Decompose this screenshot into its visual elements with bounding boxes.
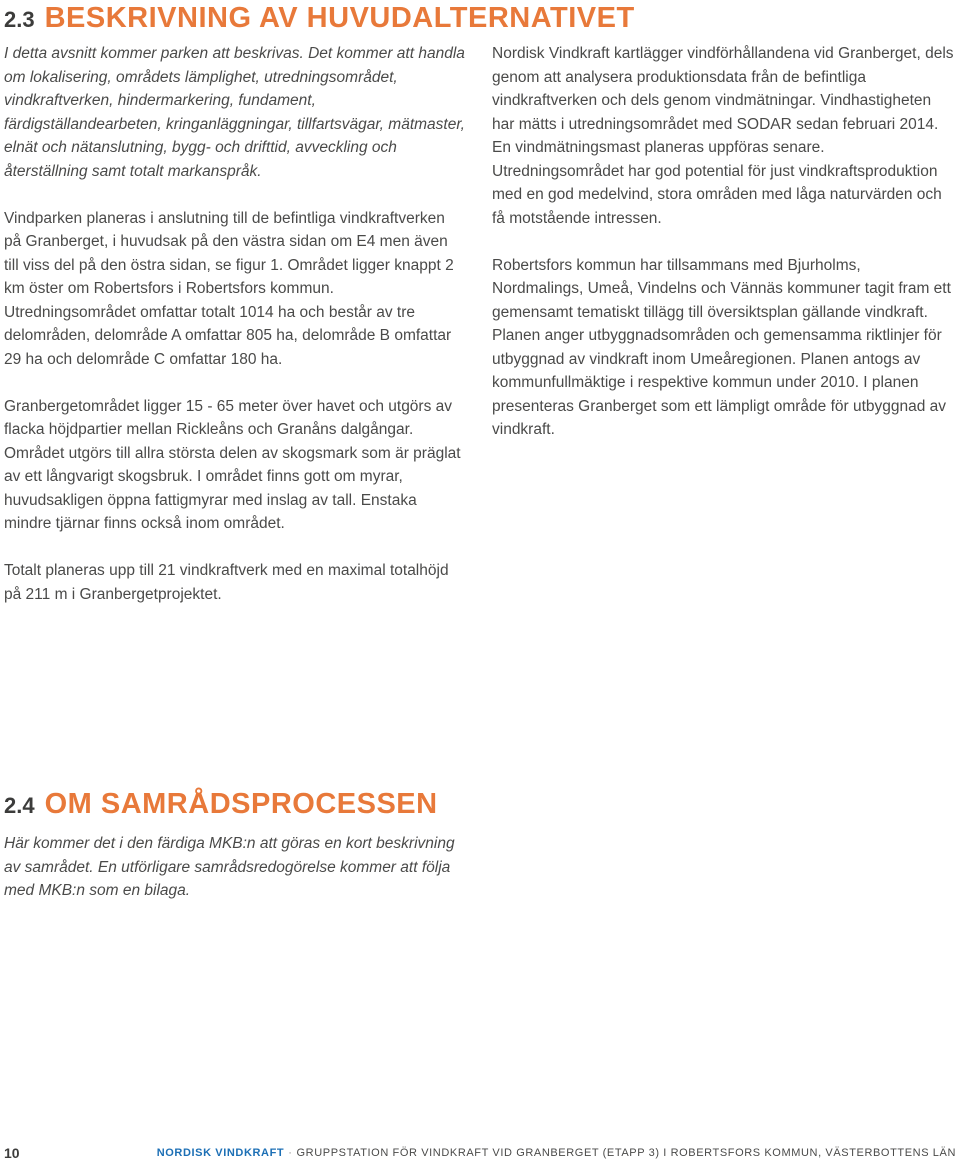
section-intro: I detta avsnitt kommer parken att beskrivas. Det kommer att handla om lokalisering, områdets lämplighet, utredningsområdet, vindkraftverken, hindermarkering, fundament, färdigställandearbeten, kringanläggningar, tillfartsvägar, mätmaster, elnät och nätanslutning, bygg- och drifttid, avveckling och återställning samt totalt markanspråk. bbox=[4, 45, 465, 180]
document-title: GRUPPSTATION FÖR VINDKRAFT VID GRANBERGET (ETAPP 3) I ROBERTSFORS KOMMUN, VÄSTERBOTTENS LÄN bbox=[296, 1147, 956, 1159]
section-intro: Här kommer det i den färdiga MKB:n att göras en kort beskrivning av samrådet. En utförligare samrådsredogörelse kommer att följa med MKB:n som en bilaga. bbox=[4, 835, 455, 899]
paragraph-municipal-plan: Robertsfors kommun har tillsammans med Bjurholms, Nordmalings, Umeå, Vindelns och Vännäs kommuner tagit fram ett gemensamt tematiskt tillägg till översiktsplan gällande vindkraft. Planen anger utbyggnadsområden och gemensamma riktlinjer för utbyggnad av vindkraft inom Umeåregionen. Planen antogs av kommunfullmäktige i respektive kommun under 2010. I planen presenteras Granberget som ett lämpligt område för utbyggnad av vindkraft. bbox=[492, 256, 951, 438]
brand-name: NORDISK VINDKRAFT bbox=[156, 1147, 285, 1159]
paragraph-wind-measurements: Nordisk Vindkraft kartlägger vindförhållandena vid Granberget, dels genom att analysera produktionsdata från de befintliga vindkraftverken och dels genom vindmätningar. Vindhastigheten har mätts i utredningsområdet med SODAR sedan februari 2014. En vindmätningsmast planeras uppföras senare. Utredningsområdet har god potential för just vindkraftsproduktion med en god medelvind, stora områden med låga naturvärden och få motstående intressen. bbox=[492, 45, 954, 227]
paragraph-turbines: Totalt planeras upp till 21 vindkraftverk med en maximal totalhöjd på 211 m i Granbergetprojektet. bbox=[4, 562, 449, 603]
paragraph-location: Vindparken planeras i anslutning till de befintliga vindkraftverken på Granberget, i huvudsak på den västra sidan om E4 men även till viss del på den östra sidan, se figur 1. Området ligger knappt 2 km öster om Robertsfors i Robertsfors kommun. Utredningsområdet omfattar totalt 1014 ha och består av tre delområden, delområde A omfattar 805 ha, delområde B omfattar 29 ha och delområde C omfattar 180 ha. bbox=[4, 209, 454, 368]
section-title: OM SAMRÅDSPROCESSEN bbox=[44, 788, 438, 820]
left-column bbox=[4, 42, 466, 630]
section-number: 2.3 bbox=[4, 7, 35, 32]
page-number: 10 bbox=[4, 1145, 20, 1161]
footer-separator: · bbox=[288, 1147, 293, 1159]
section-2-4-body bbox=[4, 832, 466, 926]
section-title: BESKRIVNING AV HUVUDALTERNATIVET bbox=[44, 2, 635, 34]
section-heading-2-4 bbox=[4, 790, 438, 819]
section-number: 2.4 bbox=[4, 793, 35, 818]
footer-running-title bbox=[157, 1146, 956, 1160]
section-heading-2-3 bbox=[4, 4, 635, 33]
right-column bbox=[492, 42, 954, 465]
paragraph-terrain: Granbergetområdet ligger 15 - 65 meter över havet och utgörs av flacka höjdpartier mellan Rickleåns och Granåns dalgångar. Området utgörs till allra största delen av skogsmark som är präglat av ett långvarigt skogsbruk. I området finns gott om myrar, huvudsakligen öppna fattigmyrar med inslag av tall. Enstaka mindre tjärnar finns också inom området. bbox=[4, 397, 461, 532]
